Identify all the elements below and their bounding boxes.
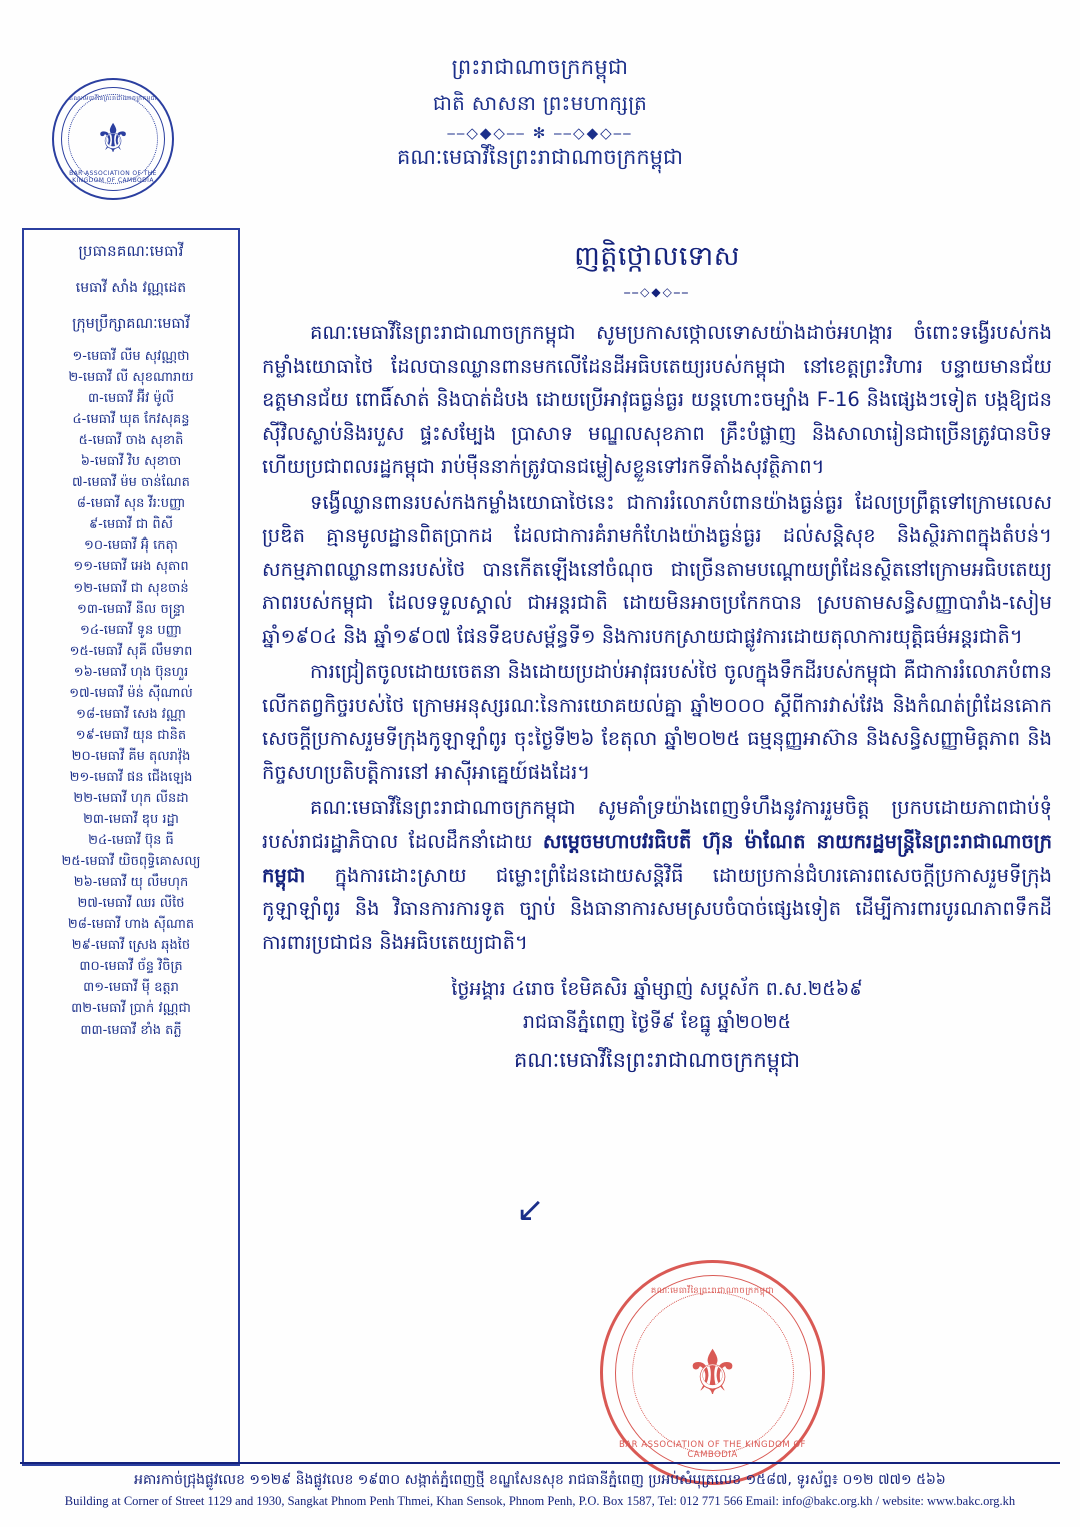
paragraph: ទង្វើឈ្លានពានរបស់កងកម្លាំងយោធាថៃនេះ ជាការរំលោភបំពានយ៉ាងធ្ងន់ធ្ងរ ដែលប្រព្រឹត្តទៅក្រោមលេសប្រឌិត គ្មានមូលដ្ឋានពិតប្រាកដ ដែលជាការគំរាមកំហែងយ៉ាងធ្ងន់ធ្ងរ ដល់សន្តិសុខ និងស្ថិរភាពក្នុងតំបន់។ សកម្មភាពឈ្លានពានរបស់ថៃ បានកើតឡើងនៅចំណុច ជាច្រើនតាមបណ្ដោយព្រំដែនស្ថិតនៅក្រោមអធិបតេយ្យភាពរបស់កម្ពុជា ដែលទទួលស្គាល់ ជាអន្តរជាតិ ដោយមិនអាចប្រកែកបាន ស្របតាមសន្ធិសញ្ញាបារាំង-សៀម ឆ្នាំ១៩០៤ និង ឆ្នាំ១៩០៧ ផែនទីឧបសម្ព័ន្ធទី១ និងការបកស្រាយជាផ្លូវការដោយតុលាការយុត្តិធម៌អន្តរជាតិ។: [262, 490, 1052, 648]
official-red-stamp: [600, 1260, 825, 1485]
list-item: ២៥-មេធាវី យិចពុទ្ធិគោសល្យ: [61, 854, 201, 870]
list-item: ២៣-មេធាវី ឌុប រដ្ឋា: [83, 812, 179, 828]
stamp-inner-ring: [615, 1275, 811, 1471]
list-item: ២-មេធាវី លី សុខណារាយ: [68, 370, 194, 386]
list-item: ៧-មេធាវី ម៉ម ចាន់ណែត: [72, 475, 190, 491]
list-item: ១៨-មេធាវី សេង វណ្ណា: [76, 706, 186, 722]
header-organization-name: គណៈមេធាវីនៃព្រះរាជាណាចក្រកម្ពុជា: [396, 144, 684, 169]
footer-address-english: Building at Corner of Street 1129 and 1930, Sangkat Phnom Penh Thmei, Khan Sensok, Phnom Penh, P.O. Box 1587, Tel: 012 771 566 Email: info@bakc.org.kh / website: www.bakc.org.kh: [64, 1494, 1016, 1508]
list-item: ១១-មេធាវី អេង សុតាព: [73, 559, 189, 575]
list-item: ១-មេធាវី លីម សុវណ្ណថា: [72, 349, 190, 364]
emblem-english-text: BAR ASSOCIATION OF THE KINGDOM OF CAMBODIA: [69, 170, 157, 184]
document-header: [0, 50, 1080, 175]
list-item: ២០-មេធាវី គីម តុលរាវ៉ុង: [71, 748, 191, 764]
list-item: ១៤-មេធាវី ទូន បញ្ញា: [80, 622, 182, 638]
header-ornament-divider: ⎯⎯◇◆◇⎯⎯ ✻ ⎯⎯◇◆◇⎯⎯: [447, 123, 633, 142]
title-divider: ⎯⎯◇◆◇⎯⎯: [624, 285, 690, 299]
signature-block: [262, 973, 1052, 1078]
page-title: ញត្តិថ្កោលទោស: [574, 241, 740, 272]
signature-place-date: រាជធានីភ្នំពេញ ថ្ងៃទី៩ ខែធ្នូ ឆ្នាំ២០២៥: [522, 1011, 792, 1034]
list-item: ៣៣-មេធាវី ខាំង តភ្លី: [80, 1022, 182, 1038]
list-item: ៣-មេធាវី អ៊ីវ ម៉ូលី: [88, 391, 174, 407]
stamp-crest-icon: ⚜: [684, 1335, 741, 1409]
council-members-sidebar: [22, 228, 240, 1466]
list-item: ២៤-មេធាវី ប៊ុន ធី: [88, 833, 174, 849]
stamp-english-text: BAR ASSOCIATION OF THE KINGDOM OF CAMBODIA: [619, 1439, 806, 1460]
paragraph: ការជ្រៀតចូលដោយចេតនា និងដោយប្រដាប់អាវុធរបស់ថៃ ចូលក្នុងទឹកដីរបស់កម្ពុជា គឺជាការរំលោភបំពានលើកតព្វកិច្ចរបស់ថៃ ក្រោមអនុស្សរណៈនៃការយោគយល់គ្នា ឆ្នាំ២០០០ ស្ដីពីការវាស់វែង និងកំណត់ព្រំដែនគោក សេចក្ដីប្រកាសរួមទីក្រុងកូឡាឡាំពូរ ចុះថ្ងៃទី២៦ ខែតុលា ឆ្នាំ២០២៥ ធម្មនុញ្ញអាស៊ាន និងសន្ធិសញ្ញាមិត្តភាព និងកិច្ចសហប្រតិបត្តិការនៅ អាស៊ីអាគ្នេយ៍ផងដែរ។: [262, 660, 1052, 784]
list-item: ១៧-មេធាវី ម៉ន់ ស៊ីណាល់: [69, 685, 193, 701]
list-item: ៩-មេធាវី ជា ពិសី: [88, 517, 174, 533]
list-item: ៣១-មេធាវី ម៉ី ឧត្តរា: [83, 980, 179, 996]
document-footer: [0, 1462, 1080, 1509]
list-item: ២២-មេធាវី ហុក លីនដា: [73, 790, 189, 806]
signature-khmer-date: ថ្ងៃអង្គារ ៤រោច ខែមិគសិរ ឆ្នាំម្សាញ់ សប្តស័ក ព.ស.២៥៦៩: [451, 978, 863, 1001]
emblem-khmer-text: គណៈមេធាវីនៃព្រះរាជាណាចក្រកម្ពុជា: [69, 95, 157, 102]
list-item: ១០-មេធាវី អ៊ុំ កេតុា: [84, 538, 178, 554]
list-item: ៨-មេធាវី សុន វីរៈបញ្ញា: [76, 496, 186, 512]
list-item: ១២-មេធាវី ជា សុខចាន់: [73, 580, 189, 596]
list-item: ២៧-មេធាវី ឈរ លីថៃ: [77, 896, 185, 912]
list-item: ២១-មេធាវី ផន ជើងឡេង: [69, 769, 193, 785]
list-item: ១៣-មេធាវី នីល ចន្ទ្រា: [77, 601, 185, 617]
header-motto-line: ជាតិ សាសនា ព្រះមហាក្សត្រ: [432, 90, 648, 115]
list-item: ៦-មេធាវី វិប សុខាចា: [80, 454, 182, 470]
list-item: ២៨-មេធាវី ហាង ស៊ីណាត: [67, 917, 195, 933]
list-item: ៥-មេធាវី ចាង សុខាតិ: [78, 433, 184, 449]
list-item: ២៦-មេធាវី យុ លឹមហុក: [73, 875, 189, 891]
list-item: ១៥-មេធាវី សុគី លឹមទាព: [69, 643, 193, 659]
document-body: [262, 240, 1052, 1078]
list-item: ១៦-មេធាវី ហុង ប៊ុនហួរ: [73, 664, 189, 680]
list-item: ៤-មេធាវី ឃុត កែវសុគន្ធ: [72, 412, 190, 428]
handwritten-signature-mark: ↙: [516, 1190, 545, 1230]
paragraph: គណៈមេធាវីនៃព្រះរាជាណាចក្រកម្ពុជា សូមប្រកាសថ្កោលទោសយ៉ាងដាច់អហង្ការ ចំពោះទង្វើរបស់កងកម្លាំងយោធាថៃ ដែលបានឈ្លានពានមកលើដែនដីអធិបតេយ្យរបស់កម្ពុជា នៅខេត្តព្រះវិហារ បន្ទាយមានជ័យ ឧត្តមានជ័យ ពោធិ៍សាត់ និងបាត់ដំបង ដោយប្រើអាវុធធ្ងន់ធ្ងរ យន្តហោះចម្បាំង F-16 និងផ្សេងៗទៀត បង្កឱ្យជនស៊ីវិលស្លាប់និងរបួស ផ្ទះសម្បែង ប្រាសាទ មណ្ឌលសុខភាព គ្រឹះបំផ្លាញ និងសាលារៀនជាច្រើនត្រូវបានបិទ ហើយប្រជាពលរដ្ឋកម្ពុជា រាប់ម៉ឺននាក់ត្រូវបានជម្លៀសខ្លួនទៅរកទីតាំងសុវត្ថិភាព។: [262, 321, 1052, 479]
sidebar-president-label: ប្រធានគណៈមេធាវី: [78, 242, 184, 260]
list-item: ៣២-មេធាវី ប្រាក់ វណ្ណជា: [71, 1001, 191, 1017]
sidebar-member-list: [30, 346, 232, 1041]
stamp-khmer-text: គណៈមេធាវីនៃព្រះរាជាណាចក្រកម្ពុជា: [650, 1285, 775, 1296]
header-kingdom-line: ព្រះរាជាណាចក្រកម្ពុជា: [451, 55, 629, 79]
signature-organization: គណៈមេធាវីនៃព្រះរាជាណាចក្រកម្ពុជា: [513, 1047, 801, 1072]
sidebar-council-label: ក្រុមប្រឹក្សាគណៈមេធាវី: [72, 316, 190, 332]
footer-divider: [20, 1462, 1060, 1464]
emblem-crest-icon: ⚜: [95, 116, 131, 162]
paragraph: គណៈមេធាវីនៃព្រះរាជាណាចក្រកម្ពុជា សូមគាំទ្រយ៉ាងពេញទំហឹងនូវការរួមចិត្ត ប្រកបដោយភាពជាប់ទុំរបស់រាជរដ្ឋាភិបាល ដែលដឹកនាំដោយ សម្ដេចមហាបវរធិបតី ហ៊ុន ម៉ាណែត នាយករដ្ឋមន្ត្រីនៃព្រះរាជាណាចក្រកម្ពុជា ក្នុងការដោះស្រាយ ជម្លោះព្រំដែនដោយសន្តិវិធី ដោយប្រកាន់ជំហរគោរពសេចក្ដីប្រកាសរួមទីក្រុងកូឡាឡាំពូរ និង វិធានការការទូត ច្បាប់ និងធានាការសមស្របចំបាច់ផ្សេងទៀត ដើម្បីការពារបូរណភាពទឹកដី ការពារប្រជាជន និងអធិបតេយ្យជាតិ។: [262, 796, 1052, 954]
list-item: ៣០-មេធាវី ច័ន្ទ វិចិត្រ: [79, 959, 183, 975]
list-item: ២៩-មេធាវី ស្រេង ឆុងថៃ: [71, 938, 191, 954]
sidebar-president-name: មេធាវី សាំង វណ្ណដេត: [75, 280, 187, 296]
footer-address-khmer: អគារកាច់ជ្រុងផ្លូវលេខ ១១២៩ និងផ្លូវលេខ ១៩៣០ សង្កាត់ភ្នំពេញថ្មី ខណ្ឌសែនសុខ រាជធានីភ្នំពេញ ប្រអប់សំបុត្រលេខ ១៥៨៧, ទូរស័ព្ទ៖ ០១២ ៧៧១ ៥៦៦: [134, 1472, 946, 1488]
list-item: ១៩-មេធាវី យុន ជានិត: [75, 727, 187, 743]
